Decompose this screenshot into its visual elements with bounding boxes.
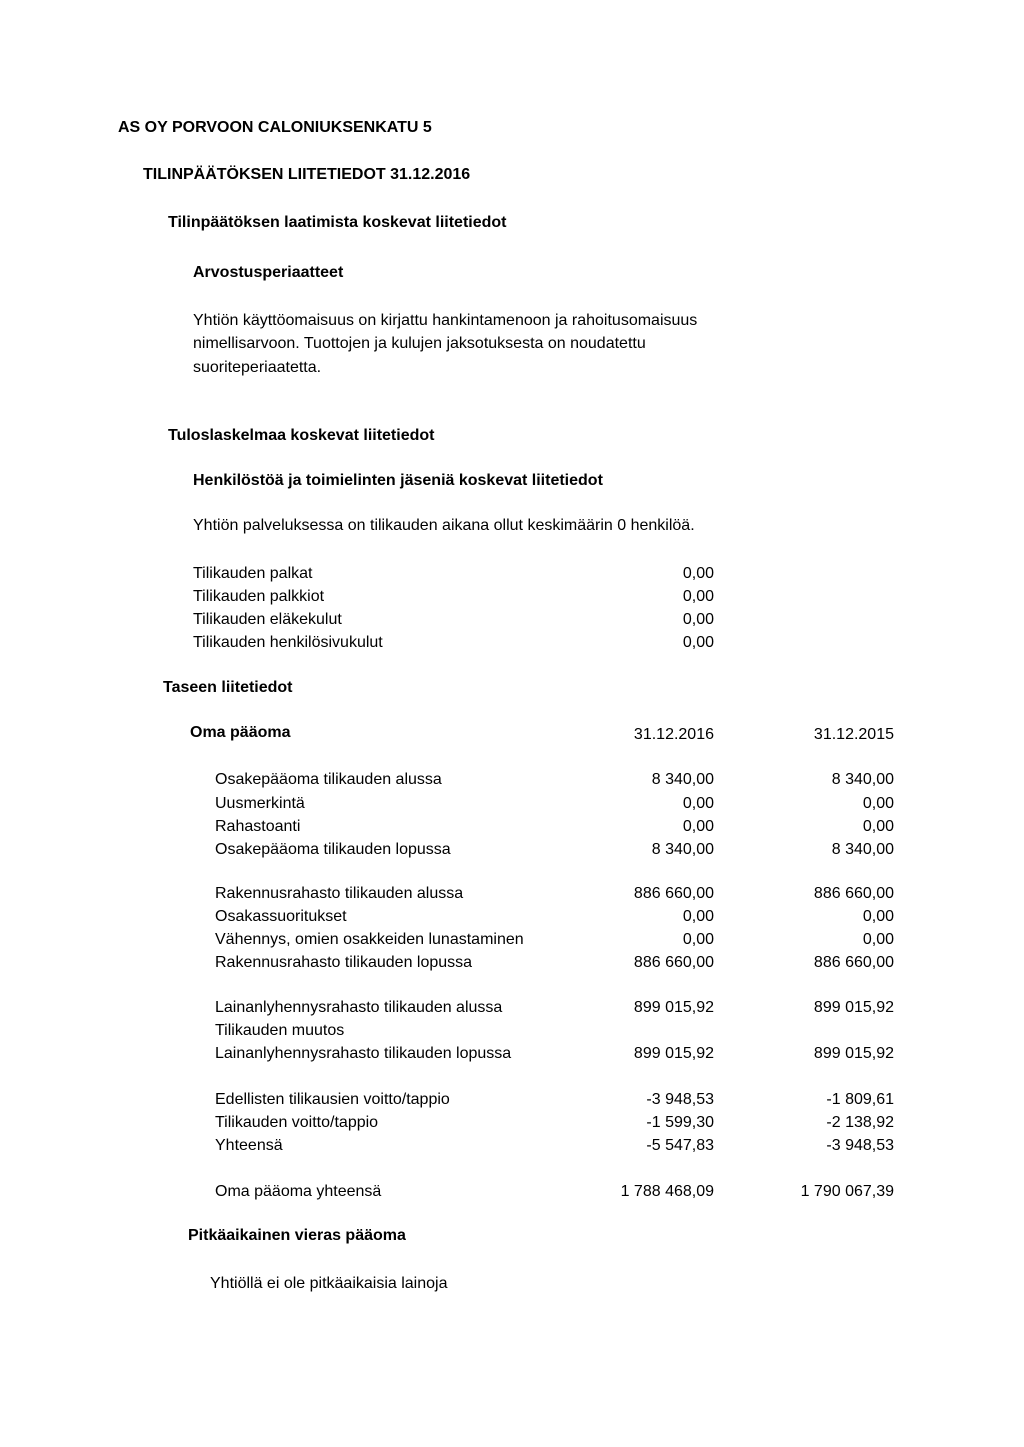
equity-row-value-2016: 886 660,00 bbox=[633, 954, 714, 971]
equity-row-value-2016: -3 948,53 bbox=[646, 1091, 714, 1108]
equity-row-label: Osakepääoma tilikauden alussa bbox=[215, 771, 442, 788]
equity-title: Oma pääoma bbox=[190, 724, 291, 741]
equity-row-label: Tilikauden voitto/tappio bbox=[215, 1114, 379, 1131]
equity-row-value-2015: 0,00 bbox=[862, 795, 894, 812]
column-header-2016: 31.12.2016 bbox=[633, 726, 714, 743]
equity-row-label: Tilikauden muutos bbox=[215, 1022, 345, 1039]
personnel-text: Yhtiön palveluksessa on tilikauden aikana ollut keskimäärin 0 henkilöä. bbox=[193, 517, 695, 534]
equity-row-value-2015: 8 340,00 bbox=[831, 771, 894, 788]
equity-total-label: Oma pääoma yhteensä bbox=[215, 1183, 382, 1200]
long-term-liabilities-title: Pitkäaikainen vieras pääoma bbox=[188, 1227, 406, 1244]
document-title: TILINPÄÄTÖKSEN LIITETIEDOT 31.12.2016 bbox=[143, 166, 471, 183]
equity-row-value-2015: 899 015,92 bbox=[813, 999, 894, 1016]
personnel-row-value: 0,00 bbox=[682, 611, 714, 628]
equity-row-label: Osakepääoma tilikauden lopussa bbox=[215, 841, 451, 858]
section-title-balance-sheet: Taseen liitetiedot bbox=[163, 679, 293, 696]
equity-row-label: Osakassuoritukset bbox=[215, 908, 347, 925]
personnel-row-value: 0,00 bbox=[682, 565, 714, 582]
equity-row-value-2016: -1 599,30 bbox=[646, 1114, 714, 1131]
long-term-liabilities-text: Yhtiöllä ei ole pitkäaikaisia lainoja bbox=[210, 1275, 448, 1292]
personnel-row-label: Tilikauden palkkiot bbox=[193, 588, 325, 605]
equity-row-value-2015: -1 809,61 bbox=[826, 1091, 894, 1108]
equity-row-value-2015: 0,00 bbox=[862, 931, 894, 948]
subsection-title-valuation: Arvostusperiaatteet bbox=[193, 264, 344, 281]
company-name: AS OY PORVOON CALONIUKSENKATU 5 bbox=[118, 119, 432, 136]
equity-row-value-2015: 8 340,00 bbox=[831, 841, 894, 858]
equity-row-value-2016: 8 340,00 bbox=[651, 841, 714, 858]
equity-row-label: Uusmerkintä bbox=[215, 795, 305, 812]
equity-row-value-2016: 0,00 bbox=[682, 818, 714, 835]
equity-row-label: Rahastoanti bbox=[215, 818, 301, 835]
valuation-text-line: suoriteperiaatetta. bbox=[193, 359, 322, 376]
equity-row-value-2016: 886 660,00 bbox=[633, 885, 714, 902]
personnel-row-value: 0,00 bbox=[682, 634, 714, 651]
equity-row-label: Yhteensä bbox=[215, 1137, 283, 1154]
equity-row-value-2015: 0,00 bbox=[862, 818, 894, 835]
section-title-income-statement: Tuloslaskelmaa koskevat liitetiedot bbox=[168, 427, 435, 444]
equity-row-value-2015: 886 660,00 bbox=[813, 954, 894, 971]
equity-row-value-2015: -2 138,92 bbox=[826, 1114, 894, 1131]
equity-row-value-2015: -3 948,53 bbox=[826, 1137, 894, 1154]
personnel-row-value: 0,00 bbox=[682, 588, 714, 605]
personnel-row-label: Tilikauden eläkekulut bbox=[193, 611, 342, 628]
valuation-text-line: Yhtiön käyttöomaisuus on kirjattu hankintamenoon ja rahoitusomaisuus bbox=[193, 312, 698, 329]
equity-row-value-2016: -5 547,83 bbox=[646, 1137, 714, 1154]
subsection-title-personnel: Henkilöstöä ja toimielinten jäseniä koskevat liitetiedot bbox=[193, 472, 603, 489]
equity-row-value-2015: 886 660,00 bbox=[813, 885, 894, 902]
equity-row-label: Lainanlyhennysrahasto tilikauden lopussa bbox=[215, 1045, 512, 1062]
equity-total-value-2015: 1 790 067,39 bbox=[800, 1183, 894, 1200]
equity-total-value-2016: 1 788 468,09 bbox=[620, 1183, 714, 1200]
section-title-preparation: Tilinpäätöksen laatimista koskevat liitetiedot bbox=[168, 214, 507, 231]
equity-row-value-2015: 899 015,92 bbox=[813, 1045, 894, 1062]
equity-row-value-2015: 0,00 bbox=[862, 908, 894, 925]
equity-row-value-2016: 899 015,92 bbox=[633, 1045, 714, 1062]
personnel-row-label: Tilikauden palkat bbox=[193, 565, 313, 582]
equity-row-value-2016: 899 015,92 bbox=[633, 999, 714, 1016]
equity-row-label: Edellisten tilikausien voitto/tappio bbox=[215, 1091, 450, 1108]
equity-row-value-2016: 0,00 bbox=[682, 908, 714, 925]
equity-row-label: Vähennys, omien osakkeiden lunastaminen bbox=[215, 931, 524, 948]
equity-row-value-2016: 0,00 bbox=[682, 931, 714, 948]
personnel-row-label: Tilikauden henkilösivukulut bbox=[193, 634, 383, 651]
equity-row-value-2016: 8 340,00 bbox=[651, 771, 714, 788]
equity-row-label: Rakennusrahasto tilikauden lopussa bbox=[215, 954, 473, 971]
equity-row-label: Lainanlyhennysrahasto tilikauden alussa bbox=[215, 999, 503, 1016]
equity-row-value-2016: 0,00 bbox=[682, 795, 714, 812]
valuation-text-line: nimellisarvoon. Tuottojen ja kulujen jaksotuksesta on noudatettu bbox=[193, 335, 646, 352]
column-header-2015: 31.12.2015 bbox=[813, 726, 894, 743]
equity-row-label: Rakennusrahasto tilikauden alussa bbox=[215, 885, 464, 902]
